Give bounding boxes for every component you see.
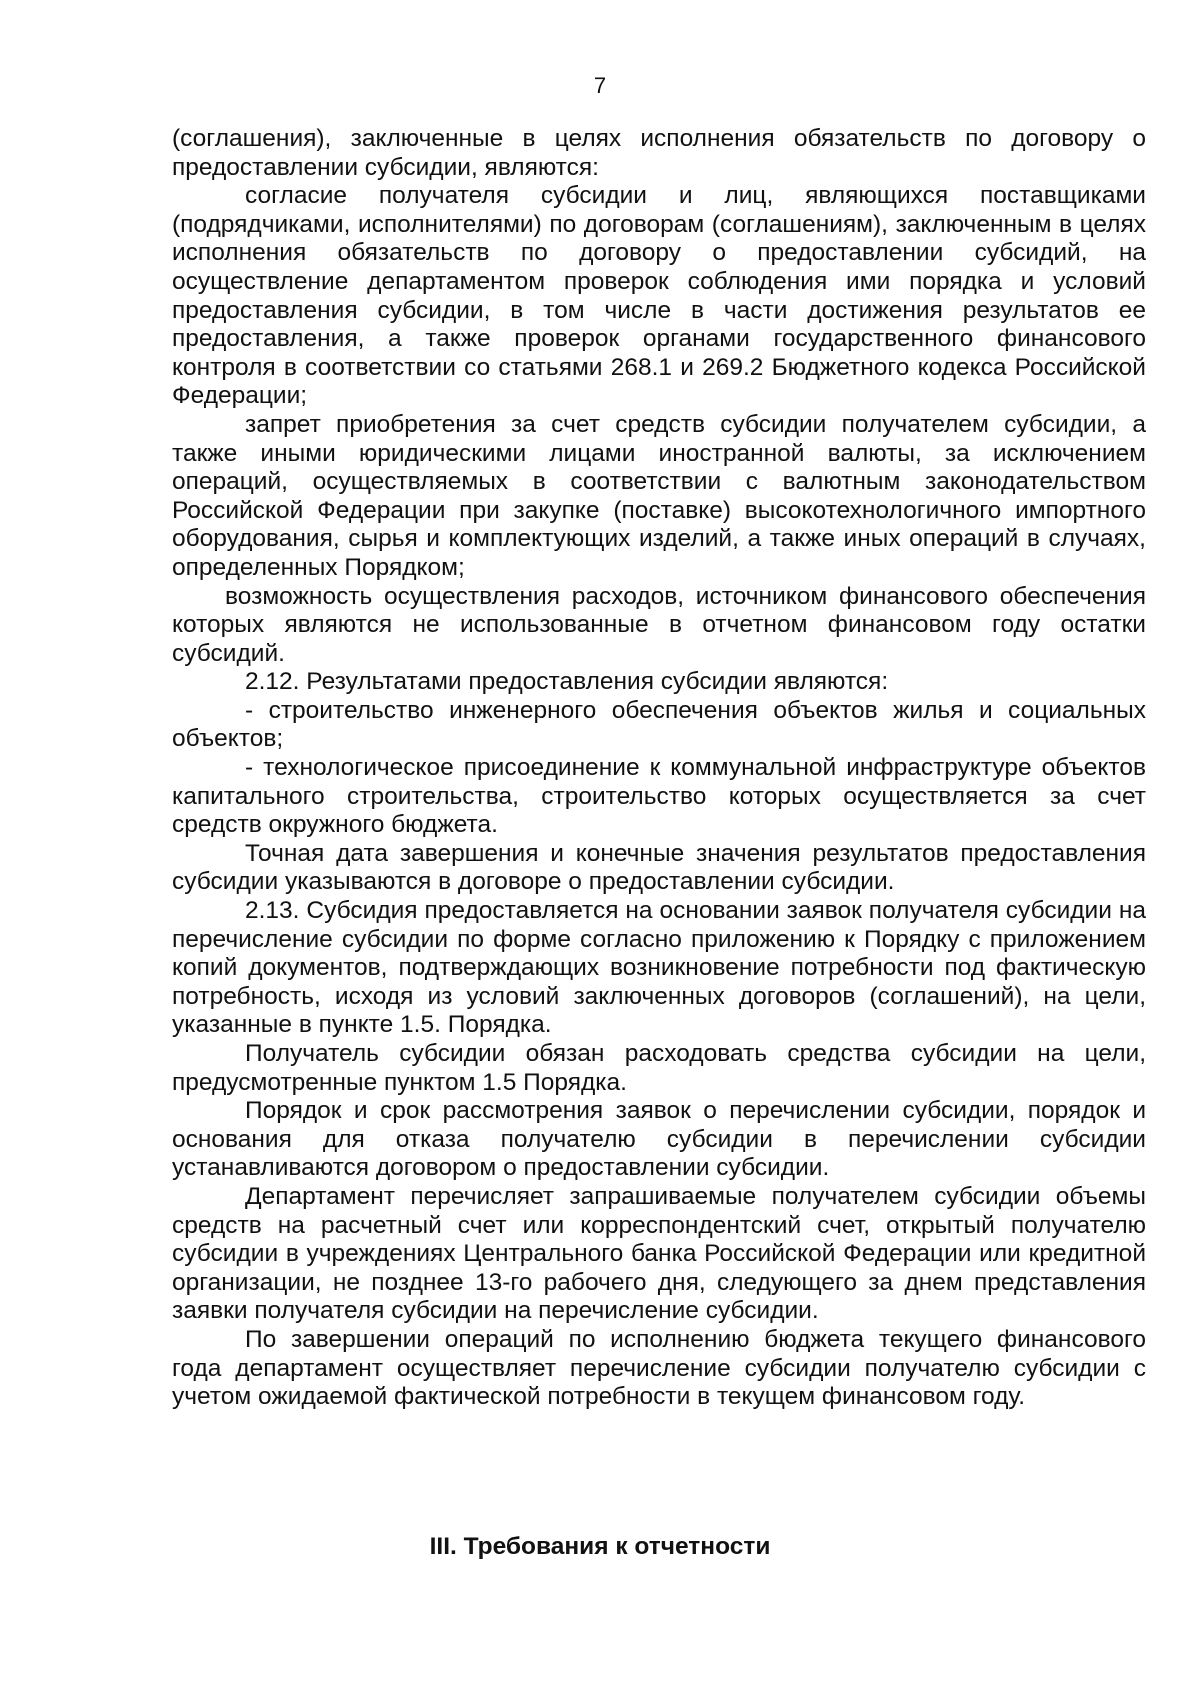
paragraph-12: Департамент перечисляет запрашиваемые получателем субсидии объемы средств на расчетный счет или корреспондентский счет, открытый получателю субсидии в учреждениях Центрального банка Российской Федерации или кредитной организации, не позднее 13-го рабочего дня, следующего за днем представления заявки получателя субсидии на перечисление субсидии. (172, 1182, 1146, 1325)
page-number: 7 (593, 73, 607, 98)
paragraph-2: согласие получателя субсидии и лиц, являющихся поставщиками (подрядчиками, исполнителями) по договорам (соглашениям), заключенным в целях исполнения обязательств по договору о предоставлении субсидий, на осуществление департаментом проверок соблюдения ими порядка и условий предоставления субсидии, в том числе в части достижения результатов ее предоставления, а также проверок органами государственного финансового контроля в соответствии со статьями 268.1 и 269.2 Бюджетного кодекса Российской Федерации; (172, 182, 1146, 410)
paragraph-1: (соглашения), заключенные в целях исполнения обязательств по договору о предоставлении субсидии, являются: (172, 125, 1146, 181)
paragraph-3: запрет приобретения за счет средств субсидии получателем субсидии, а также иными юридическими лицами иностранной валюты, за исключением операций, осуществляемых в соответствии с валютным законодательством Российской Федерации при закупке (поставке) высокотехнологичного импортного оборудования, сырья и комплектующих изделий, а также иных операций в случаях, определенных Порядком; (172, 410, 1146, 581)
paragraph-10: Получатель субсидии обязан расходовать средства субсидии на цели, предусмотренные пунктом 1.5 Порядка. (172, 1040, 1146, 1096)
paragraph-11: Порядок и срок рассмотрения заявок о перечислении субсидии, порядок и основания для отказа получателю субсидии в перечислении субсидии устанавливаются договором о предоставлении субсидии. (172, 1097, 1146, 1182)
paragraph-4: возможность осуществления расходов, источником финансового обеспечения которых являются не использованные в отчетном финансовом году остатки субсидий. (172, 582, 1146, 667)
section-heading: III. Требования к отчетности (429, 1533, 771, 1560)
paragraph-13: По завершении операций по исполнению бюджета текущего финансового года департамент осуществляет перечисление субсидии получателю субсидии с учетом ожидаемой фактической потребности в текущем финансовом году. (172, 1325, 1146, 1411)
paragraph-9: 2.13. Субсидия предоставляется на основании заявок получателя субсидии на перечисление субсидии по форме согласно приложению к Порядку с приложением копий документов, подтверждающих возникновение потребности под фактическую потребность, исходя из условий заключенных договоров (соглашений), на цели, указанные в пункте 1.5. Порядка. (172, 897, 1146, 1039)
paragraph-7: - технологическое присоединение к коммунальной инфраструктуре объектов капитального строительства, строительство которых осуществляется за счет средств окружного бюджета. (172, 754, 1146, 839)
paragraph-6: - строительство инженерного обеспечения объектов жилья и социальных объектов; (172, 696, 1146, 753)
paragraph-8: Точная дата завершения и конечные значения результатов предоставления субсидии указываются в договоре о предоставлении субсидии. (172, 839, 1146, 896)
document-body (172, 125, 1146, 1412)
paragraph-5: 2.12. Результатами предоставления субсидии являются: (245, 668, 889, 696)
